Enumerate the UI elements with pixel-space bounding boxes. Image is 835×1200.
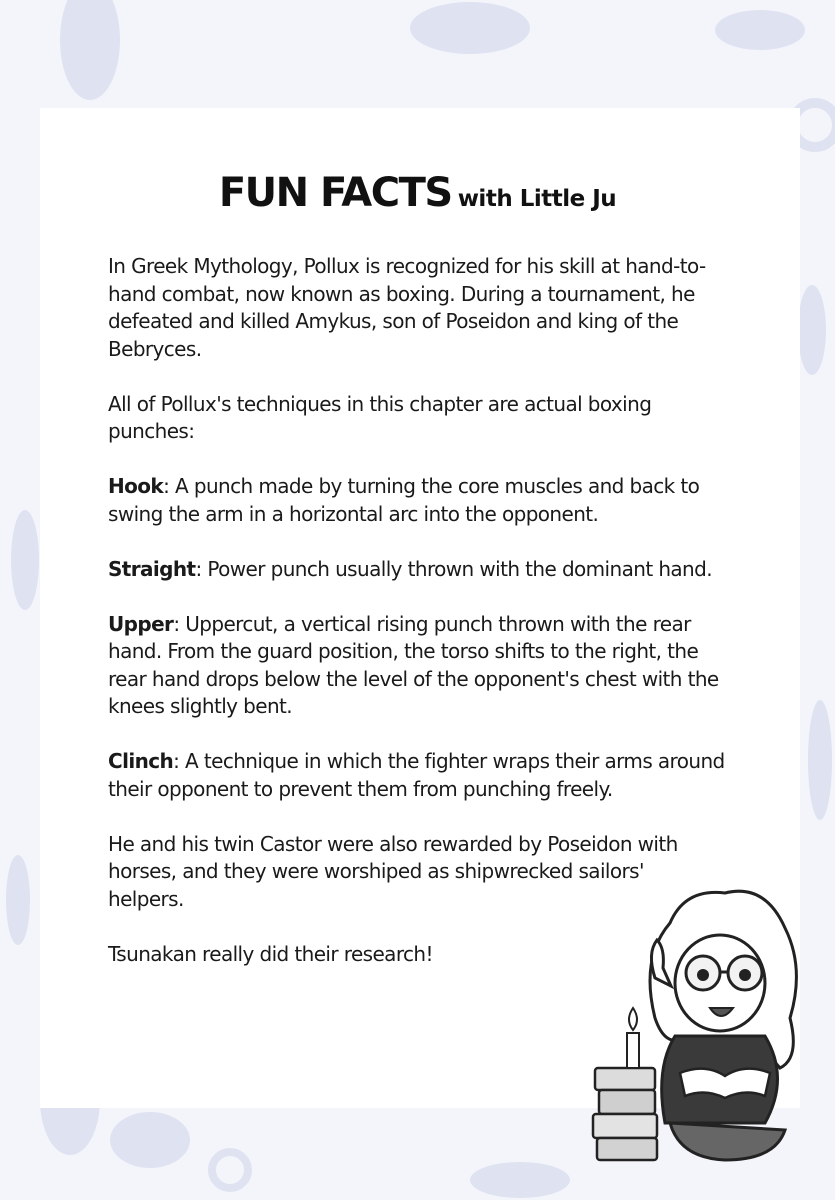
punch-item-hook: Hook: A punch made by turning the core muscles and back to swing the arm in a horizontal arc into the opponent. <box>108 474 700 526</box>
punch-definition: A punch made by turning the core muscles and back to swing the arm in a horizontal arc into the opponent. <box>108 474 700 526</box>
punch-term: Upper <box>108 611 174 636</box>
punch-definition: A technique in which the fighter wraps their arms around their opponent to prevent them from punching freely. <box>108 749 725 801</box>
title-sub: with Little Ju <box>457 186 617 212</box>
punch-item-straight: Straight: Power punch usually thrown with the dominant hand. <box>108 556 712 581</box>
intro-paragraph: In Greek Mythology, Pollux is recognized for his skill at hand-to-hand combat, now known as boxing. During a tournament, he defeated and killed Amykus, son of Poseidon and king of the Bebryces. <box>108 254 706 361</box>
page-title <box>0 170 835 216</box>
punch-term: Hook <box>108 474 164 498</box>
punch-definition: Power punch usually thrown with the dominant hand. <box>207 556 712 581</box>
closing-paragraph: Tsunakan really did their research! <box>108 941 433 966</box>
punch-item-upper: Upper: Uppercut, a vertical rising punch thrown with the rear hand. From the guard position, the torso shifts to the right, the rear hand drops below the level of the opponent's chest with the knees slightly bent. <box>108 611 719 718</box>
punch-term: Straight <box>108 556 196 581</box>
techniques-paragraph: All of Pollux's techniques in this chapter are actual boxing punches: <box>108 391 652 443</box>
little-ju-mascot-icon <box>585 868 810 1168</box>
twins-paragraph: He and his twin Castor were also rewarded by Poseidon with horses, and they were worshiped as shipwrecked sailors' helpers. <box>108 831 678 911</box>
title-main: FUN FACTS <box>218 170 452 216</box>
punch-term: Clinch <box>108 749 174 773</box>
punch-definition: Uppercut, a vertical rising punch thrown with the rear hand. From the guard position, the torso shifts to the right, the rear hand drops below the level of the opponent's chest with the knees slightly bent. <box>108 611 719 718</box>
fish-shape-decoration <box>410 2 530 54</box>
punch-item-clinch: Clinch: A technique in which the fighter wraps their arms around their opponent to prevent them from punching freely. <box>108 749 725 801</box>
